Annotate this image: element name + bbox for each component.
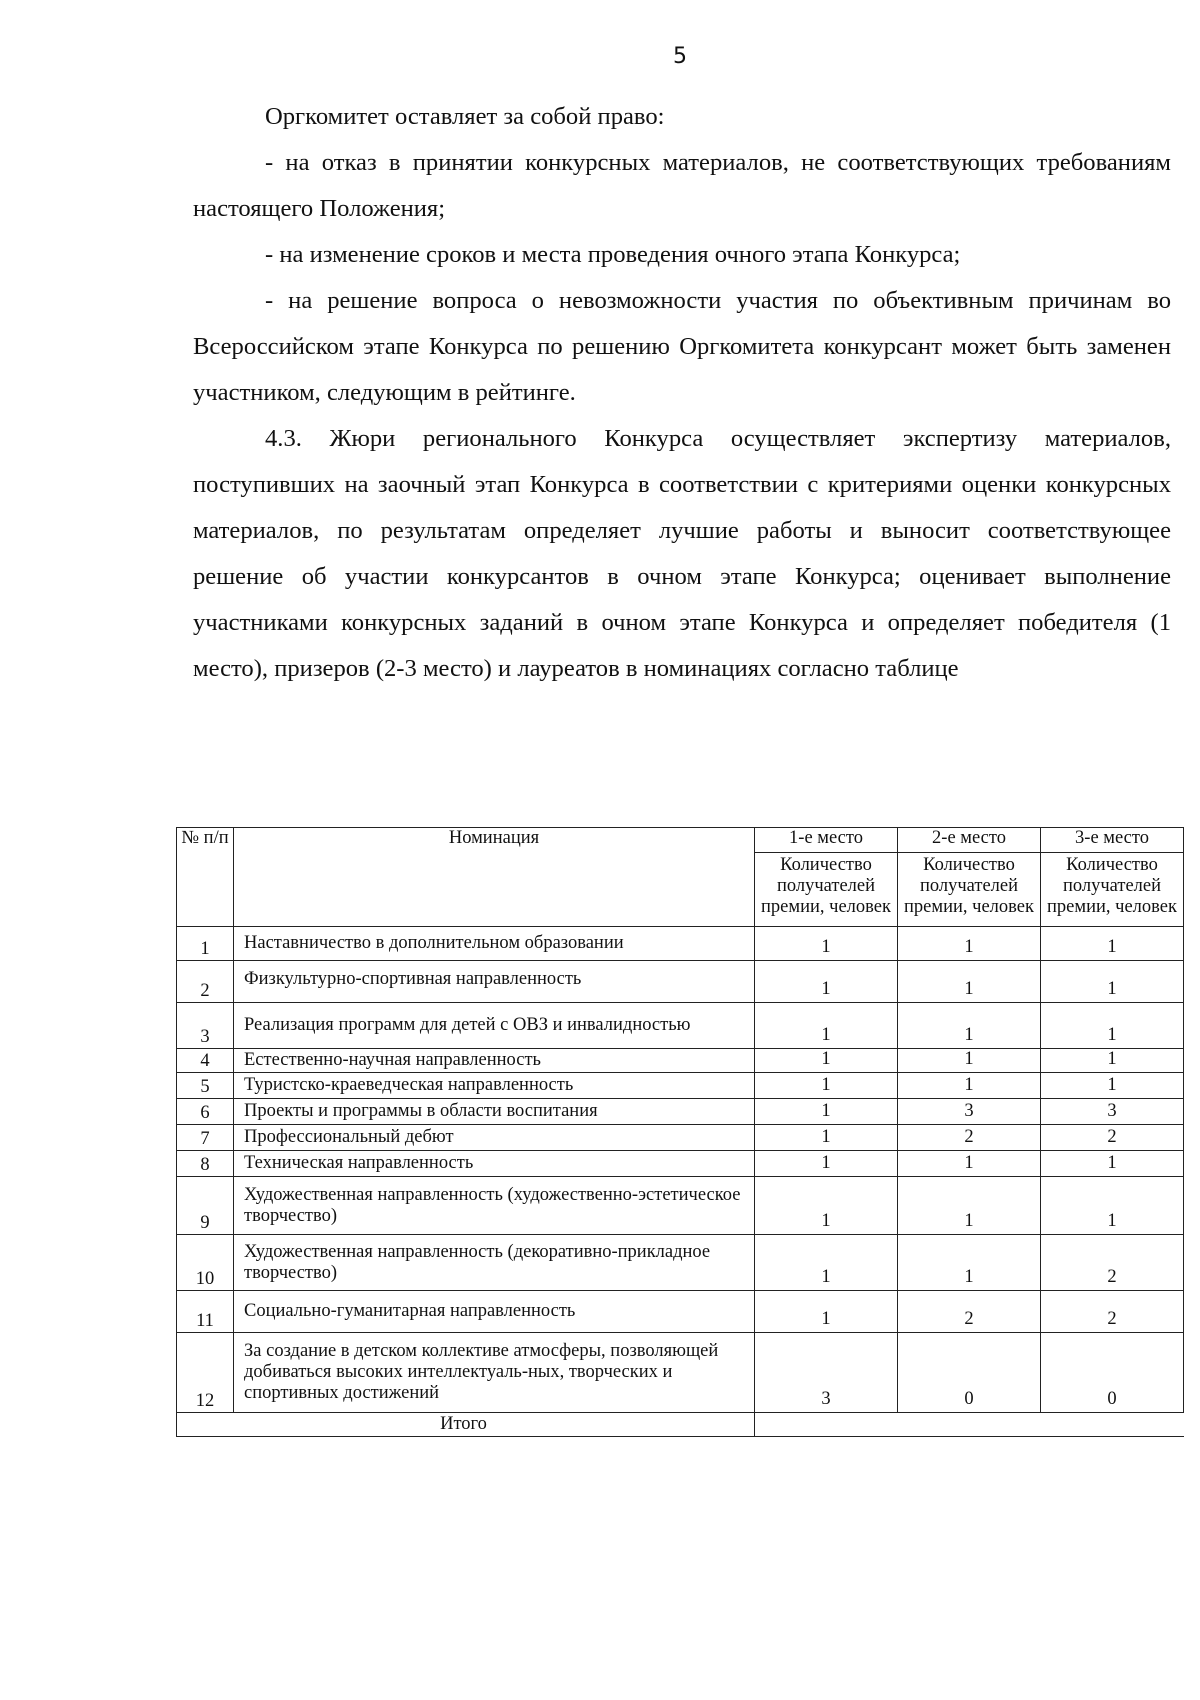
row-nomination: Техническая направленность [234,1151,755,1177]
table-header-row [177,828,1184,853]
row-place-3: 2 [1041,1235,1184,1291]
header-number: № п/п [177,828,234,927]
row-place-3: 2 [1041,1125,1184,1151]
total-label: Итого [177,1413,755,1437]
row-place-1: 3 [755,1333,898,1413]
paragraph-schedule-change: - на изменение сроков и места проведения очного этапа Конкурса; [265,241,961,268]
row-place-1: 1 [755,1235,898,1291]
row-place-2: 3 [898,1099,1041,1125]
table-row [177,927,1184,961]
paragraph-jury: 4.3. Жюри регионального Конкурса осуществляет экспертизу материалов, поступивших на заочный этап Конкурса в соответствии с критериями оценки конкурсных материалов, по результатам определяет лучшие работы и выносит соответствующее решение об участии конкурсантов в очном этапе Конкурса; оценивает выполнение участниками конкурсных заданий в очном этапе Конкурса и определяет победителя (1 место), призеров (2-3 место) и лауреатов в номинациях согласно таблице [193,425,1171,682]
row-place-2: 0 [898,1333,1041,1413]
row-nomination: Художественная направленность (художественно-эстетическое творчество) [234,1177,755,1235]
row-place-2: 2 [898,1125,1041,1151]
row-number: 11 [177,1291,234,1333]
row-place-1: 1 [755,1003,898,1049]
row-place-1: 1 [755,1291,898,1333]
row-number: 4 [177,1049,234,1073]
row-place-2: 1 [898,961,1041,1003]
total-place-3 [1041,1413,1184,1437]
table-row [177,1003,1184,1049]
row-place-2: 1 [898,1049,1041,1073]
row-number: 8 [177,1151,234,1177]
row-place-3: 1 [1041,961,1184,1003]
table-row [177,1125,1184,1151]
row-number: 5 [177,1073,234,1099]
award-table [176,827,1184,1437]
row-place-3: 1 [1041,1003,1184,1049]
row-place-3: 2 [1041,1291,1184,1333]
row-place-1: 1 [755,1151,898,1177]
row-number: 2 [177,961,234,1003]
table-total-row [177,1413,1184,1437]
row-place-2: 1 [898,1177,1041,1235]
table-row [177,1073,1184,1099]
row-number: 12 [177,1333,234,1413]
row-place-2: 1 [898,927,1041,961]
row-number: 6 [177,1099,234,1125]
row-nomination: Реализация программ для детей с ОВЗ и инвалидностью [234,1003,755,1049]
row-place-1: 1 [755,961,898,1003]
row-nomination: Проекты и программы в области воспитания [234,1099,755,1125]
row-nomination: Наставничество в дополнительном образовании [234,927,755,961]
row-place-2: 1 [898,1003,1041,1049]
row-number: 9 [177,1177,234,1235]
row-place-3: 1 [1041,1177,1184,1235]
table-row [177,1177,1184,1235]
header-recipients-2: Количество получателей премии, человек [898,853,1041,927]
row-place-1: 1 [755,1125,898,1151]
row-number: 7 [177,1125,234,1151]
row-number: 3 [177,1003,234,1049]
table-row [177,1333,1184,1413]
row-place-3: 1 [1041,1049,1184,1073]
row-nomination: Художественная направленность (декоративно-прикладное творчество) [234,1235,755,1291]
row-place-2: 1 [898,1073,1041,1099]
paragraph-rights-intro: Оргкомитет оставляет за собой право: [265,103,665,130]
paragraph-replacement: - на решение вопроса о невозможности участия по объективным причинам во Всероссийском этапе Конкурса по решению Оргкомитета конкурсант может быть заменен участником, следующим в рейтинге. [193,287,1171,406]
total-place-1 [755,1413,898,1437]
row-nomination: Социально-гуманитарная направленность [234,1291,755,1333]
row-nomination: За создание в детском коллективе атмосферы, позволяющей добиваться высоких интеллектуаль-ных, творческих и спортивных достижений [234,1333,755,1413]
row-place-3: 0 [1041,1333,1184,1413]
row-place-2: 1 [898,1235,1041,1291]
row-place-3: 1 [1041,1073,1184,1099]
row-place-1: 1 [755,1177,898,1235]
document-body [193,94,1171,692]
row-place-1: 1 [755,1049,898,1073]
row-nomination: Естественно-научная направленность [234,1049,755,1073]
row-place-2: 2 [898,1291,1041,1333]
row-number: 1 [177,927,234,961]
total-place-2 [898,1413,1041,1437]
table-row [177,1235,1184,1291]
row-place-1: 1 [755,1099,898,1125]
row-place-1: 1 [755,927,898,961]
table-row [177,1151,1184,1177]
row-place-3: 1 [1041,927,1184,961]
table-row [177,961,1184,1003]
row-nomination: Физкультурно-спортивная направленность [234,961,755,1003]
row-place-2: 1 [898,1151,1041,1177]
header-place-2: 2-е место [898,828,1041,853]
header-place-1: 1-е место [755,828,898,853]
paragraph-refusal: - на отказ в принятии конкурсных материалов, не соответствующих требованиям настоящего Положения; [193,149,1171,222]
table-row [177,1291,1184,1333]
row-place-1: 1 [755,1073,898,1099]
row-nomination: Профессиональный дебют [234,1125,755,1151]
row-place-3: 3 [1041,1099,1184,1125]
header-place-3: 3-е место [1041,828,1184,853]
row-nomination: Туристско-краеведческая направленность [234,1073,755,1099]
row-number: 10 [177,1235,234,1291]
page-number: 5 [673,44,687,69]
header-recipients-3: Количество получателей премии, человек [1041,853,1184,927]
table-row [177,1099,1184,1125]
row-place-3: 1 [1041,1151,1184,1177]
header-recipients-1: Количество получателей премии, человек [755,853,898,927]
table-row [177,1049,1184,1073]
header-nomination: Номинация [234,828,755,927]
